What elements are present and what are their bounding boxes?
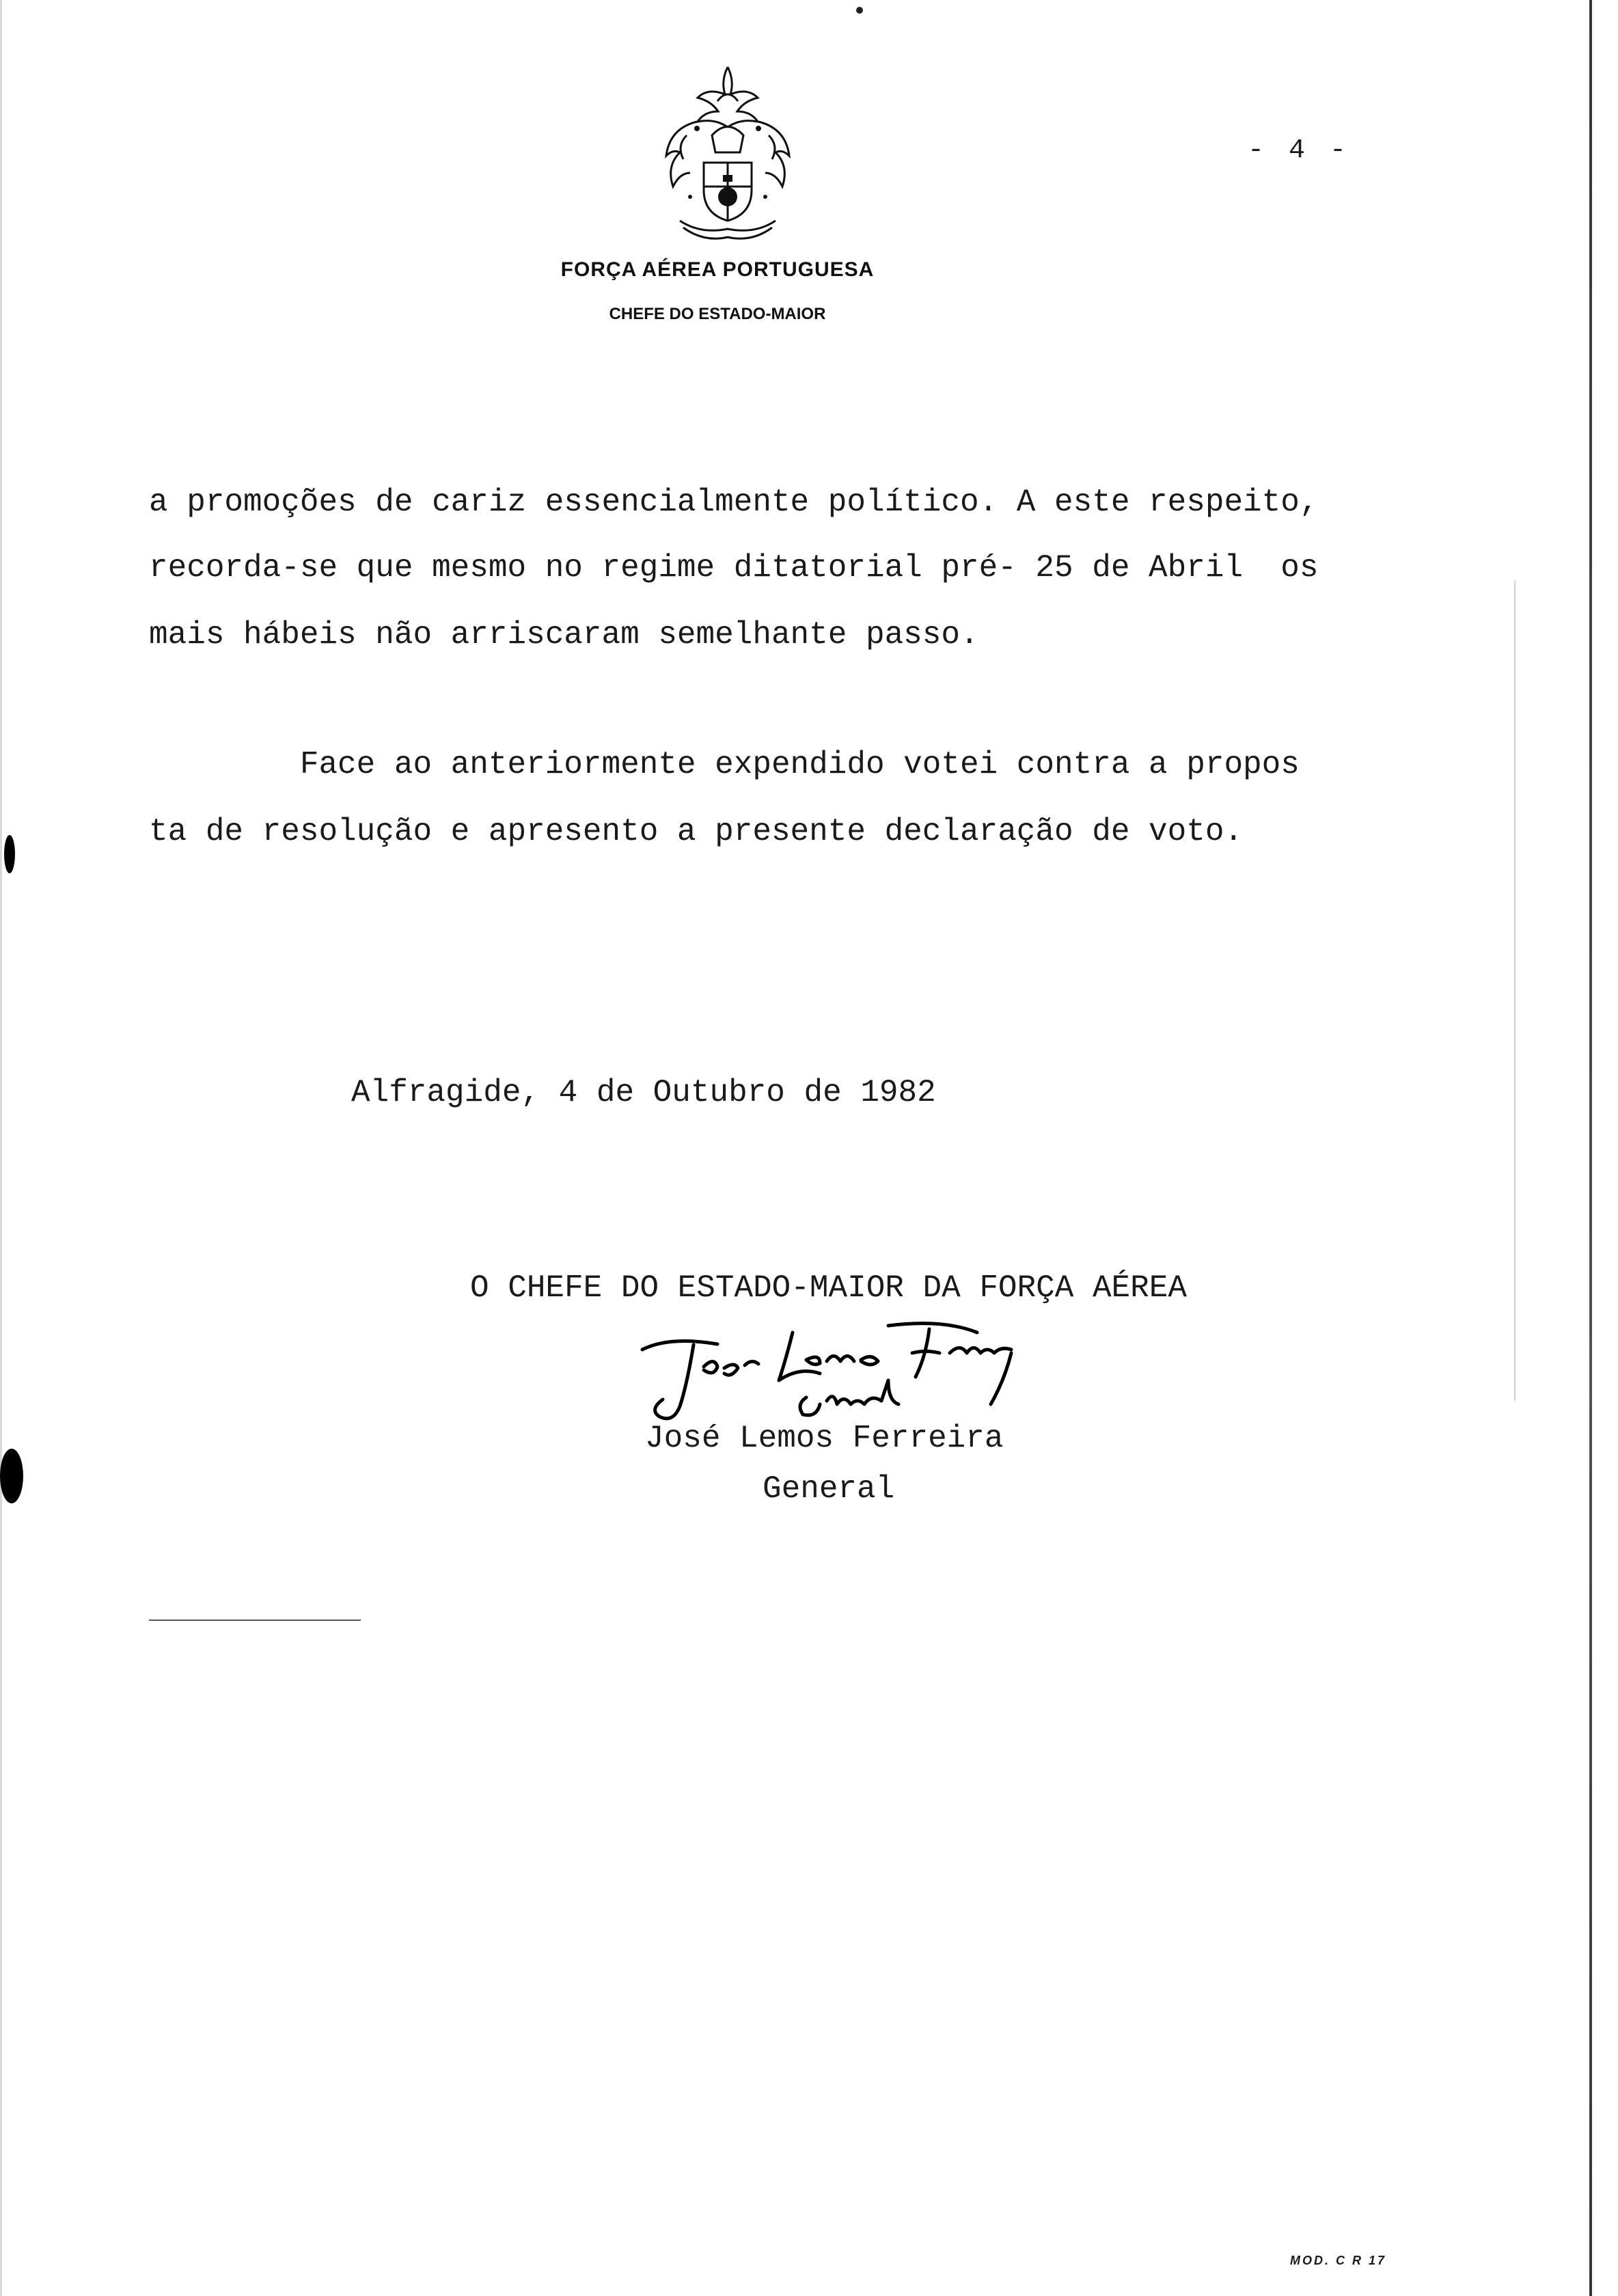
signatory-title: O CHEFE DO ESTADO-MAIOR DA FORÇA AÉREA	[470, 1270, 1187, 1306]
coat-of-arms-icon	[649, 60, 806, 245]
form-code: MOD. C R 17	[1290, 2254, 1387, 2267]
body-line: ta de resolução e apresento a presente declaração de voto.	[149, 814, 1244, 849]
scan-blot	[4, 835, 15, 873]
place-date: Alfragide, 4 de Outubro de 1982	[351, 1075, 936, 1110]
body-line: recorda-se que mesmo no regime ditatorial pré- 25 de Abril os	[149, 550, 1319, 586]
office-title: CHEFE DO ESTADO-MAIOR	[609, 305, 826, 323]
scan-blot	[0, 1449, 23, 1503]
body-line: a promoções de cariz essencialmente político. A este respeito,	[149, 484, 1319, 520]
signatory-name: José Lemos Ferreira	[645, 1421, 1004, 1456]
scan-edge-left	[0, 0, 2, 2296]
body-line: mais hábeis não arriscaram semelhante passo.	[149, 617, 979, 653]
stray-rule	[149, 1620, 361, 1621]
scan-artifact-line	[1514, 581, 1516, 1401]
page-number: - 4 -	[1248, 135, 1351, 166]
handwritten-signature	[629, 1319, 1025, 1428]
scan-edge-right	[1589, 0, 1592, 2296]
signatory-rank: General	[763, 1471, 895, 1507]
organization-name: FORÇA AÉREA PORTUGUESA	[560, 258, 875, 281]
scan-dot	[856, 7, 863, 14]
body-line: Face ao anteriormente expendido votei contra a propos	[149, 747, 1300, 782]
